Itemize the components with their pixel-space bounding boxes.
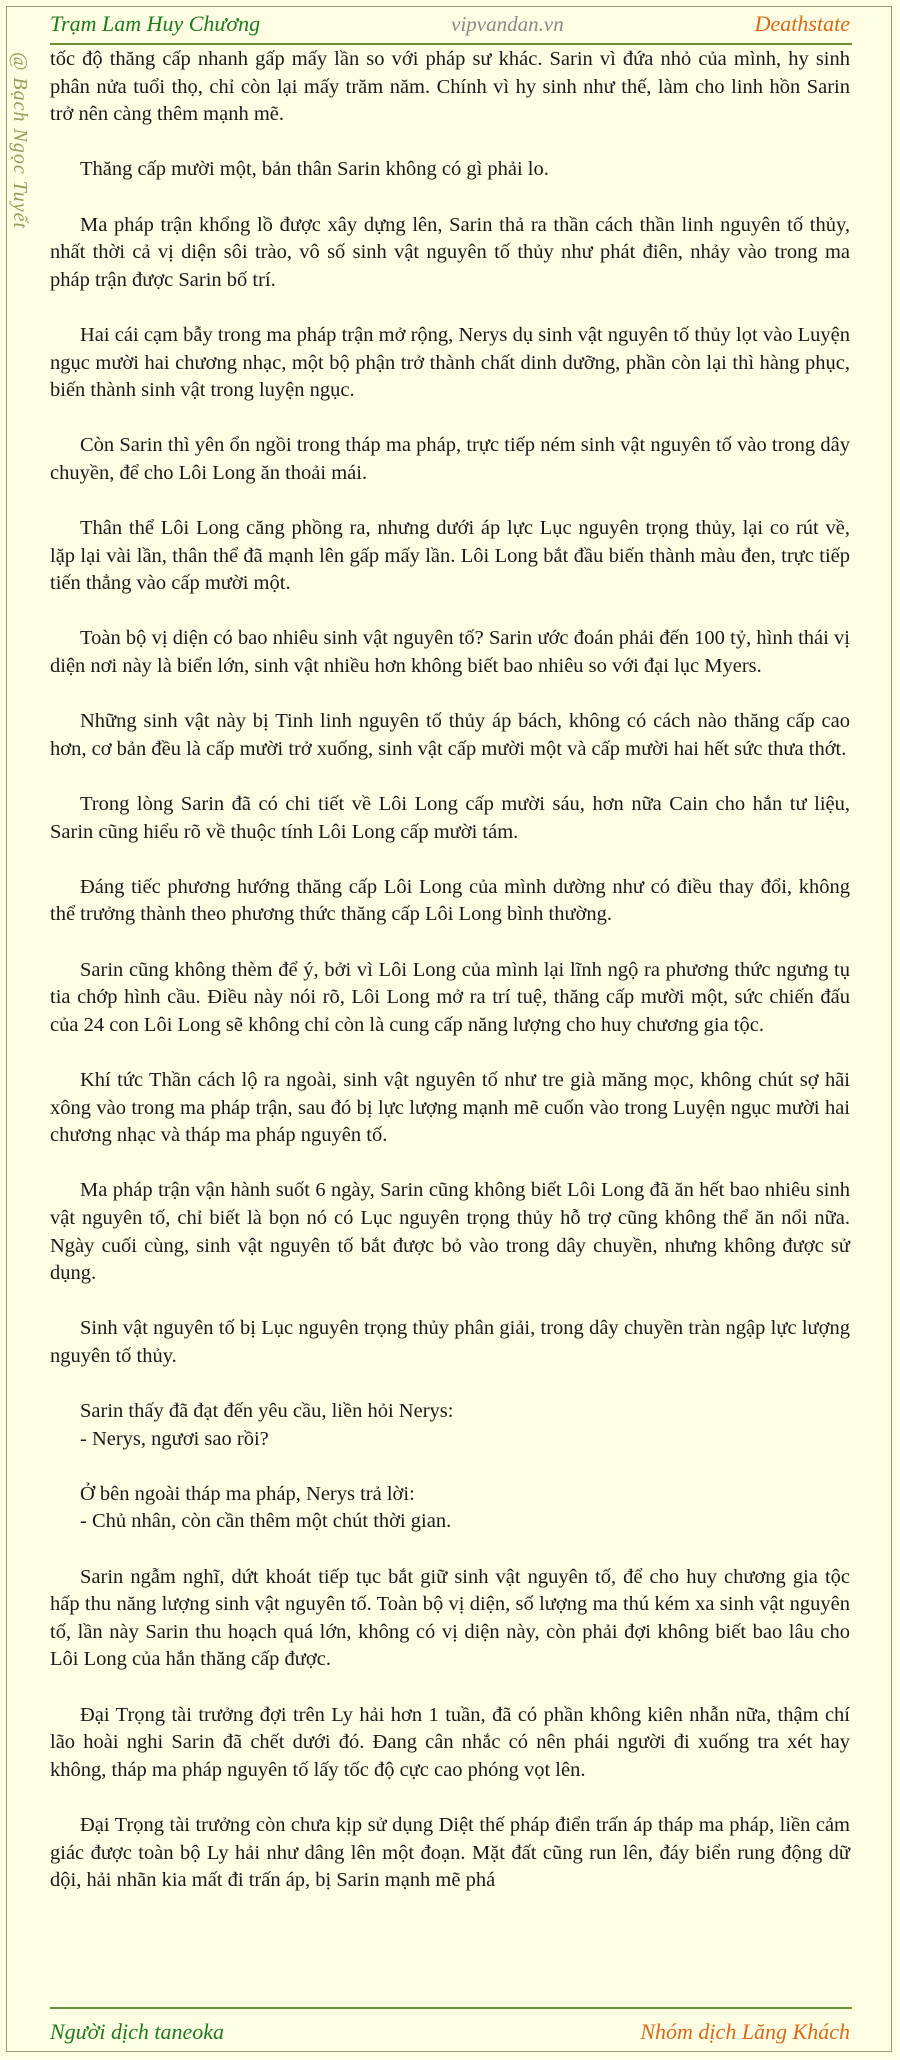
- page-footer: [50, 2016, 850, 2048]
- page-header: [50, 8, 850, 40]
- paragraph: Thân thể Lôi Long căng phồng ra, nhưng dưới áp lực Lục nguyên trọng thủy, lại co rút về, lặp lại vài lần, thân thể đã mạnh lên gấp mấy lần. Lôi Long bắt đầu biến thành màu đen, trực tiếp tiến thẳng vào cấp mười một.: [50, 517, 850, 595]
- paragraph: Những sinh vật này bị Tinh linh nguyên tố thủy áp bách, không có cách nào thăng cấp cao hơn, cơ bản đều là cấp mười trở xuống, sinh vật cấp mười một và cấp mười hai hết sức thưa thớt.: [50, 710, 850, 760]
- paragraph: Ma pháp trận khổng lồ được xây dựng lên, Sarin thả ra thần cách thần linh nguyên tố thủy, nhất thời cả vị diện sôi trào, vô số sinh vật nguyên tố thủy như phát điên, nhảy vào trong ma pháp trận được Sarin bố trí.: [50, 213, 850, 291]
- dialogue-intro: Sarin thấy đã đạt đến yêu cầu, liền hỏi Nerys:: [80, 1400, 454, 1423]
- paragraph: Đại Trọng tài trưởng đợi trên Ly hải hơn 1 tuần, đã có phần không kiên nhẫn nữa, thậm chí lão hoài nghi Sarin đã chết dưới đó. Đang cân nhắc có nên phái người đi xuống tra xét hay không, tháp ma pháp nguyên tố lấy tốc độ cực cao phóng vọt lên.: [50, 1703, 850, 1781]
- header-title: Deathstate: [754, 11, 850, 36]
- document-body: [50, 46, 850, 1922]
- paragraph: Sarin ngẫm nghĩ, dứt khoát tiếp tục bắt giữ sinh vật nguyên tố, để cho huy chương gia tộc hấp thu năng lượng sinh vật nguyên tố. Toàn bộ vị diện, số lượng ma thú kém xa sinh vật nguyên tố, lần này Sarin thu hoạch quá lớn, không có vị diện này, còn phải đợi không biết bao lâu cho Lôi Long của hắn thăng cấp được.: [50, 1565, 850, 1671]
- footer-group: Nhóm dịch Lăng Khách: [640, 2019, 850, 2044]
- footer-translator: Người dịch taneoka: [50, 2019, 225, 2044]
- paragraph: Còn Sarin thì yên ổn ngồi trong tháp ma pháp, trực tiếp ném sinh vật nguyên tố vào trong dây chuyền, để cho Lôi Long ăn thoải mái.: [50, 434, 850, 484]
- paragraph: Đại Trọng tài trưởng còn chưa kịp sử dụng Diệt thế pháp điển trấn áp tháp ma pháp, liền cảm giác được toàn bộ Ly hải như dâng lên một đoạn. Mặt đất cũng run lên, đáy biển rung động dữ dội, hải nhãn kia mất đi trấn áp, bị Sarin mạnh mẽ phá: [50, 1814, 850, 1892]
- header-rule: [50, 43, 852, 45]
- paragraph: Khí tức Thần cách lộ ra ngoài, sinh vật nguyên tố như tre già măng mọc, không chút sợ hãi xông vào trong ma pháp trận, sau đó bị lực lượng mạnh mẽ cuốn vào trong Luyện ngục mười hai chương nhạc và tháp ma pháp nguyên tố.: [50, 1068, 850, 1147]
- paragraph: Hai cái cạm bẫy trong ma pháp trận mở rộng, Nerys dụ sinh vật nguyên tố thủy lọt vào Luyện ngục mười hai chương nhạc, một bộ phận trở thành chất dinh dưỡng, phần còn lại thì hàng phục, biến thành sinh vật trong luyện ngục.: [50, 323, 850, 402]
- paragraph: Sinh vật nguyên tố bị Lục nguyên trọng thủy phân giải, trong dây chuyền tràn ngập lực lượng nguyên tố thủy.: [50, 1317, 850, 1367]
- header-site-name: Trạm Lam Huy Chương: [50, 11, 261, 36]
- dialogue-line: - Nerys, ngươi sao rồi?: [80, 1427, 269, 1450]
- dialogue-line: - Chủ nhân, còn cần thêm một chút thời gian.: [80, 1510, 452, 1533]
- side-credit: @ Bạch Ngọc Tuyết: [9, 52, 31, 230]
- paragraph: Toàn bộ vị diện có bao nhiêu sinh vật nguyên tố? Sarin ước đoán phải đến 100 tỷ, hình thái vị diện nơi này là biển lớn, sinh vật nhiều hơn không biết bao nhiêu so với đại lục Myers.: [50, 627, 850, 678]
- dialogue-intro: Ở bên ngoài tháp ma pháp, Nerys trả lời:: [80, 1482, 415, 1505]
- paragraph: Thăng cấp mười một, bản thân Sarin không có gì phải lo.: [80, 158, 549, 181]
- paragraph: Sarin cũng không thèm để ý, bởi vì Lôi Long của mình lại lĩnh ngộ ra phương thức ngưng tụ tia chớp hình cầu. Điều này nói rõ, Lôi Long mở ra trí tuệ, thăng cấp mười một, sức chiến đấu của 24 con Lôi Long sẽ không chỉ còn là cung cấp năng lượng cho huy chương gia tộc.: [50, 958, 850, 1036]
- footer-rule: [50, 2007, 852, 2009]
- paragraph: Trong lòng Sarin đã có chi tiết về Lôi Long cấp mười sáu, hơn nữa Cain cho hắn tư liệu, Sarin cũng hiểu rõ về thuộc tính Lôi Long cấp mười tám.: [50, 793, 850, 843]
- paragraph: Đáng tiếc phương hướng thăng cấp Lôi Long của mình dường như có điều thay đổi, không thể trưởng thành theo phương thức thăng cấp Lôi Long bình thường.: [50, 875, 850, 926]
- paragraph: Ma pháp trận vận hành suốt 6 ngày, Sarin cũng không biết Lôi Long đã ăn hết bao nhiêu sinh vật nguyên tố, chỉ biết là bọn nó có Lục nguyên trọng thủy hỗ trợ cũng không thể ăn nổi nữa. Ngày cuối cùng, sinh vật nguyên tố bắt được bỏ vào trong dây chuyền, nhưng không được sử dụng.: [50, 1179, 850, 1285]
- header-url: vipvandan.vn: [451, 11, 564, 36]
- paragraph: tốc độ thăng cấp nhanh gấp mấy lần so với pháp sư khác. Sarin vì đứa nhỏ của mình, hy sinh phân nửa tuổi thọ, chỉ còn lại mấy trăm năm. Chính vì hy sinh như thế, làm cho linh hồn Sarin trở nên càng thêm mạnh mẽ.: [50, 48, 850, 126]
